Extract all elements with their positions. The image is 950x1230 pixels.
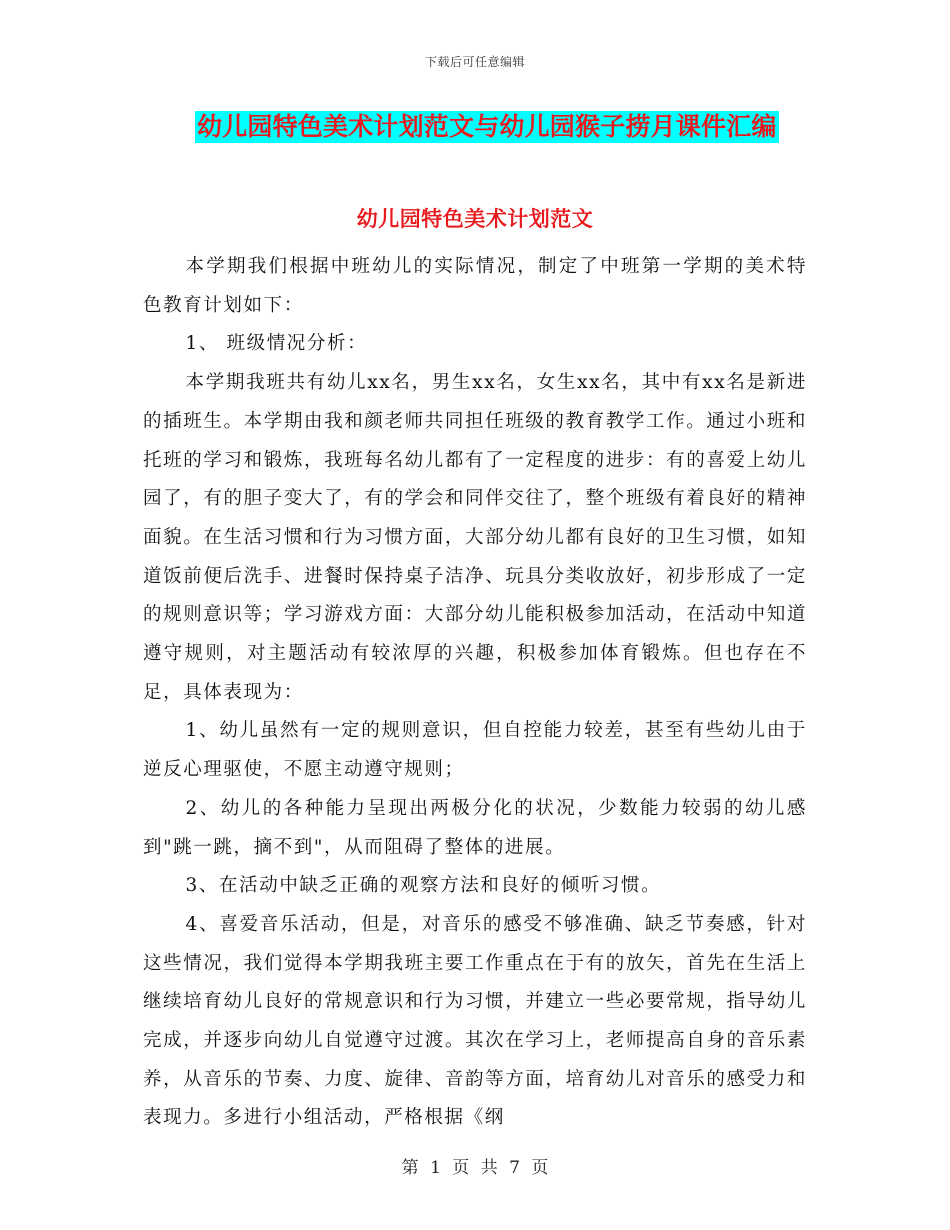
paragraph-issue-3: 3、在活动中缺乏正确的观察方法和良好的倾听习惯。 <box>185 875 662 897</box>
section-title: 幼儿园特色美术计划范文 <box>356 206 594 231</box>
paragraph-issue-2: 2、幼儿的各种能力呈现出两极分化的状况，少数能力较弱的幼儿感到"跳一跳，摘不到"，从而阻碍了整体的进展。 <box>143 797 807 858</box>
paragraph-issue-1: 1、幼儿虽然有一定的规则意识，但自控能力较差，甚至有些幼儿由于逆反心理驱使，不愿主动遵守规则； <box>143 720 807 781</box>
document-title: 幼儿园特色美术计划范文与幼儿园猴子捞月课件汇编 <box>197 112 777 141</box>
document-body <box>143 248 807 1138</box>
header-note: 下载后可任意编辑 <box>424 55 525 69</box>
paragraph-heading-class-analysis: 1、 班级情况分析： <box>185 333 368 355</box>
paragraph-issue-4: 4、喜爱音乐活动，但是，对音乐的感受不够准确、缺乏节奏感，针对这些情况，我们觉得本学期我班主要工作重点在于有的放矢，首先在生活上继续培育幼儿良好的常规意识和行为习惯，并建立一些必要常规，指导幼儿完成，并逐步向幼儿自觉遵守过渡。其次在学习上，老师提高自身的音乐素养，从音乐的节奏、力度、旋律、音韵等方面，培育幼儿对音乐的感受力和表现力。多进行小组活动，严格根据《纲 <box>143 913 807 1129</box>
paragraph-class-situation: 本学期我班共有幼儿xx名，男生xx名，女生xx名，其中有xx名是新进的插班生。本学期由我和颜老师共同担任班级的教育教学工作。通过小班和托班的学习和锻炼，我班每名幼儿都有了一定程度的进步：有的喜爱上幼儿园了，有的胆子变大了，有的学会和同伴交往了，整个班级有着良好的精神面貌。在生活习惯和行为习惯方面，大部分幼儿都有良好的卫生习惯，如知道饭前便后洗手、进餐时保持桌子洁净、玩具分类收放好，初步形成了一定的规则意识等；学习游戏方面：大部分幼儿能积极参加活动，在活动中知道遵守规则，对主题活动有较浓厚的兴趣，积极参加体育锻炼。但也存在不足，具体表现为： <box>143 372 807 703</box>
page-number-footer: 第 1 页 共 7 页 <box>401 1158 549 1178</box>
paragraph-intro: 本学期我们根据中班幼儿的实际情况，制定了中班第一学期的美术特色教育计划如下： <box>143 256 807 316</box>
